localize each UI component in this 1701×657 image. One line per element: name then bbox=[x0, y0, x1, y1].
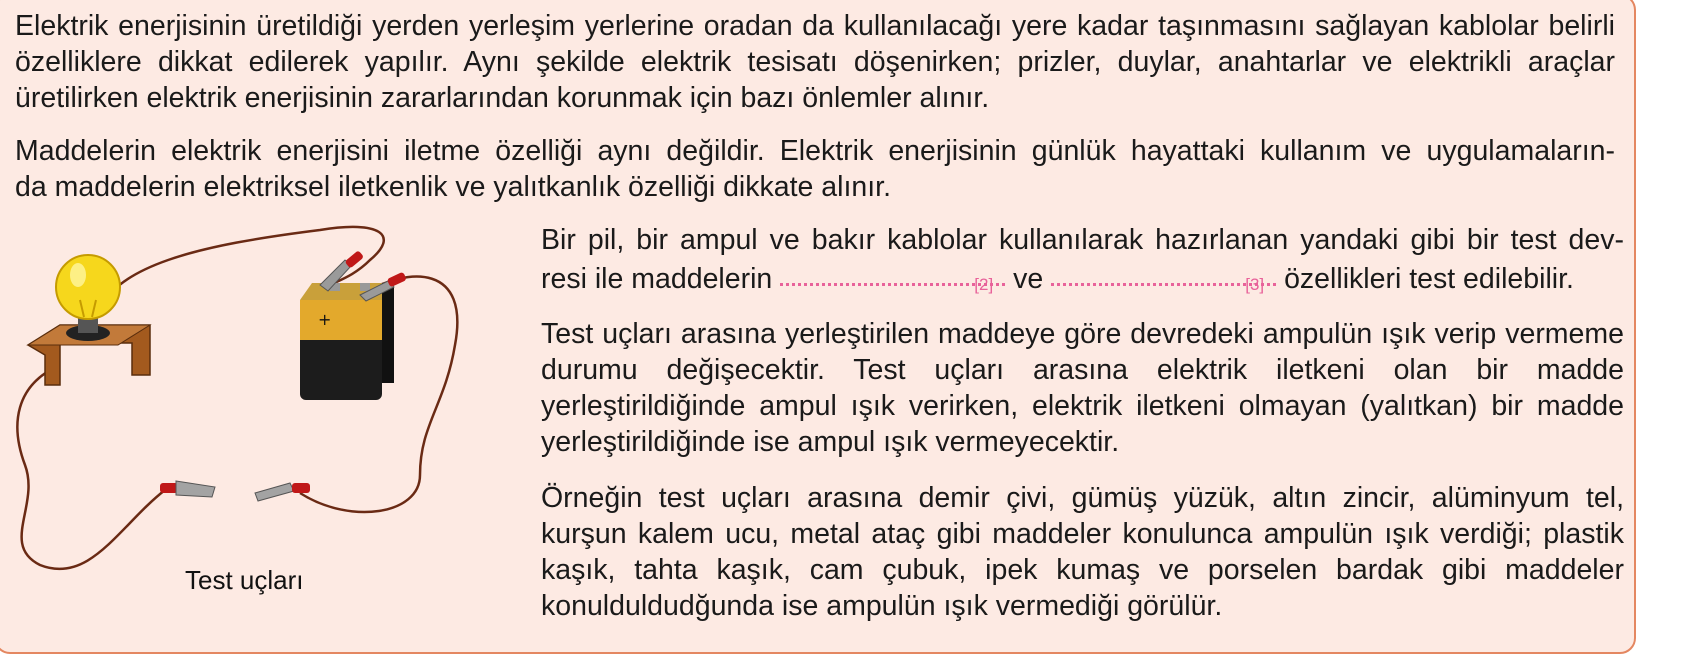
blank-dots bbox=[780, 283, 1005, 286]
wire-left bbox=[17, 365, 165, 569]
blank-number: [2] bbox=[974, 275, 994, 294]
test-circuit-line-1: Bir pil, bir ampul ve bakır kablolar kullanılarak hazırlanan yandaki gibi bir test dev- bbox=[541, 224, 1624, 256]
paragraph-conductivity bbox=[15, 133, 1615, 205]
paragraph-intro: Elektrik enerjisinin üretildiği yerden yerleşim yerlerine oradan da kullanılacağı yere kadar taşınmasını sağlayan kablolar belirli özelliklere dikkat edilerek yapılır. Aynı şekilde elektrik tesisatı döşenirken; prizler, duylar, anahtarlar ve elektrikli araçlar üretilirken elektrik enerjisinin zararlarından korunmak için bazı önlemler alınır. bbox=[15, 10, 1615, 114]
test-lead-left-icon bbox=[160, 481, 215, 497]
line-2-text-b: ve bbox=[1013, 263, 1044, 295]
bulb-icon bbox=[28, 255, 150, 385]
test-circuit-line-2 bbox=[541, 258, 1624, 297]
paragraph-test-circuit bbox=[541, 222, 1624, 297]
line-2-text-c: özellikleri test edilebilir. bbox=[1284, 263, 1574, 295]
line-2-text-a: resi ile maddelerin bbox=[541, 263, 773, 295]
svg-text:+: + bbox=[318, 310, 332, 329]
blank-dots bbox=[1051, 283, 1276, 286]
paragraph-bulb-behavior: Test uçları arasına yerleştirilen maddeye göre devredeki ampulün ışık verip vermeme durumu değişecektir. Test uçları arasına elektrik iletkeni olan bir madde yerleştirildiğinde ampul ışık verirken, elektrik iletkeni olmayan (yalıtkan) bir madde yerleştirildiğinde ise ampul ışık vermeyecektir. bbox=[541, 318, 1624, 458]
fill-in-blank-2[interactable] bbox=[780, 258, 1005, 294]
paragraph-examples: Örneğin test uçları arasına demir çivi, gümüş yüzük, altın zincir, alüminyum tel, kurşun kalem ucu, metal ataç gibi maddeler konulunca ampulün ışık verdiği; plastik kaşık, tahta kaşık, cam çubuk, ipek kumaş ve porselen bardak gibi maddeler konulduldudğunda ise ampulün ışık vermediği görülür. bbox=[541, 482, 1624, 622]
test-circuit-illustration bbox=[0, 225, 500, 595]
paragraph-conductivity-line-2: da maddelerin elektriksel iletkenlik ve yalıtkanlık özelliği dikkate alınır. bbox=[15, 171, 891, 203]
battery-icon bbox=[300, 283, 394, 400]
fill-in-blank-3[interactable] bbox=[1051, 258, 1276, 294]
test-lead-right-icon bbox=[255, 483, 310, 501]
test-leads-caption: Test uçları bbox=[185, 565, 304, 595]
paragraph-conductivity-line-1: Maddelerin elektrik enerjisini iletme özelliği aynı değildir. Elektrik enerjisinin günlük hayattaki kullanım ve uygulamaların- bbox=[15, 135, 1615, 167]
blank-number: [3] bbox=[1245, 275, 1265, 294]
